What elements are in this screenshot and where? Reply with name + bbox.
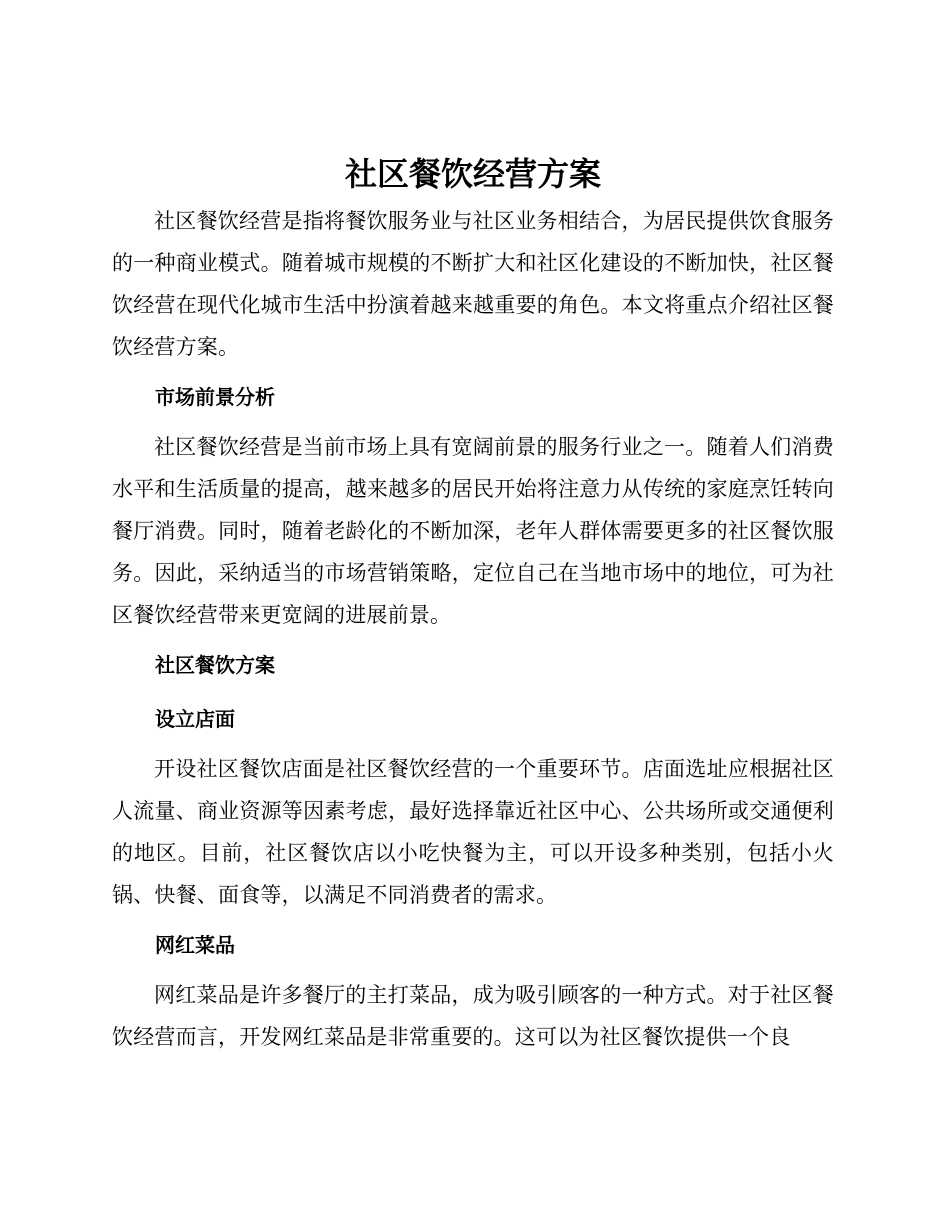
spacer [112, 916, 834, 924]
section-heading-trending-dishes: 网红菜品 [155, 933, 235, 957]
section-body-trending-dishes: 网红菜品是许多餐厅的主打菜品，成为吸引顾客的一种方式。对于社区餐饮经营而言，开发网红菜品是非常重要的。这可以为社区餐饮提供一个良 [112, 983, 834, 1049]
spacer [112, 740, 834, 748]
spacer [112, 686, 834, 698]
section-body-market-outlook: 社区餐饮经营是当前市场上具有宽阔前景的服务行业之一。随着人们消费水平和生活质量的提高，越来越多的居民开始将注意力从传统的家庭烹饪转向餐厅消费。同时，随着老龄化的不断加深，老年人群体需要更多的社区餐饮服务。因此，采纳适当的市场营销策略，定位自己在当地市场中的地位，可为社区餐饮经营带来更宽阔的进展前景。 [112, 435, 834, 627]
section-body-storefront: 开设社区餐饮店面是社区餐饮经营的一个重要环节。店面选址应根据社区人流量、商业资源等因素考虑，最好选择靠近社区中心、公共场所或交通便利的地区。目前，社区餐饮店以小吃快餐为主，可以开设多种类别，包括小火锅、快餐、面食等，以满足不同消费者的需求。 [112, 757, 834, 907]
section-heading-storefront: 设立店面 [155, 707, 235, 731]
spacer [112, 418, 834, 426]
spacer [112, 966, 834, 974]
document-title: 社区餐饮经营方案 [344, 155, 601, 193]
spacer [112, 636, 834, 644]
spacer [112, 368, 834, 376]
document-content [112, 148, 834, 1058]
intro-paragraph: 社区餐饮经营是指将餐饮服务业与社区业务相结合，为居民提供饮食服务的一种商业模式。随着城市规模的不断扩大和社区化建设的不断加快，社区餐饮经营在现代化城市生活中扮演着越来越重要的角色。本文将重点介绍社区餐饮经营方案。 [112, 209, 834, 359]
section-heading-market-outlook: 市场前景分析 [155, 385, 275, 409]
section-heading-dining-plan: 社区餐饮方案 [155, 653, 275, 677]
